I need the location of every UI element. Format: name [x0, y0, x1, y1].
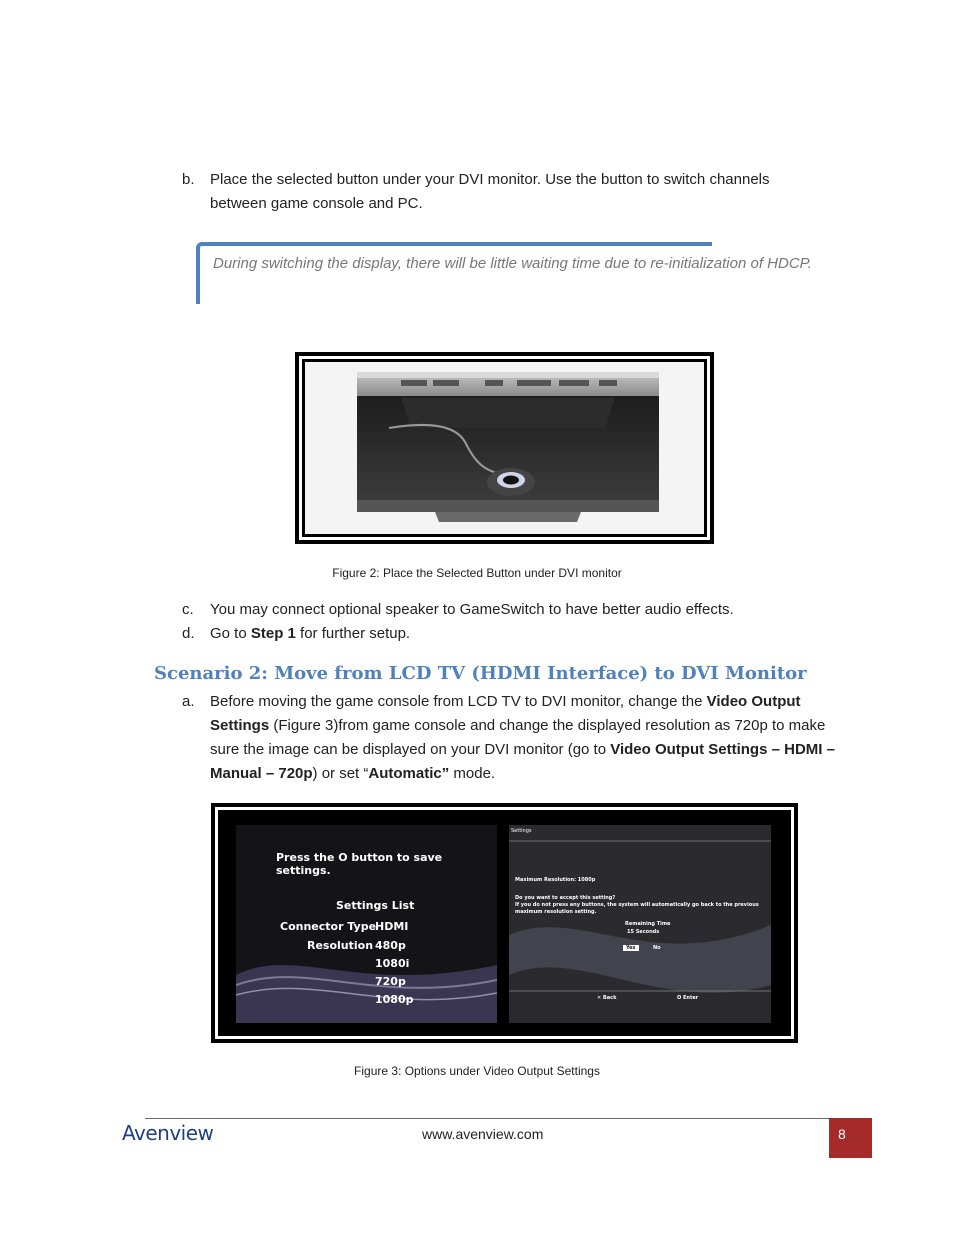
settings-title: Settings — [511, 828, 532, 834]
resolution-option: 1080i — [375, 957, 410, 970]
text-run: for further setup. — [295, 625, 411, 642]
text-run: Go to — [210, 625, 251, 642]
list-marker: a. — [182, 693, 195, 710]
figure-3-frame — [211, 803, 798, 1043]
step-1-reference: Step 1 — [250, 625, 296, 642]
list-text: You may connect optional speaker to GameSwitch to have better audio effects. — [210, 601, 734, 618]
ps3-screen-right — [509, 825, 771, 1023]
yes-option: Yes — [623, 945, 639, 951]
section-heading: Scenario 2: Move from LCD TV (HDMI Interface) to DVI Monitor — [154, 663, 807, 684]
figure-2-frame — [295, 352, 714, 544]
footer-divider — [145, 1118, 829, 1119]
figure-2-caption: Figure 2: Place the Selected Button under DVI monitor — [332, 566, 622, 580]
max-resolution-text: Maximum Resolution: 1080p — [515, 877, 596, 883]
settings-list-title: Settings List — [336, 899, 415, 912]
accept-question: Do you want to accept this setting? — [515, 895, 616, 901]
text-run: (Figure 3)from game console and change the displayed resolution as 720p to make sure the image can be displayed on your DVI monitor (go to — [210, 717, 826, 758]
text-run: mode. — [449, 765, 496, 782]
bold-run: Video Output Settings – HDMI – Manual – 720p — [210, 741, 835, 782]
list-marker: c. — [182, 601, 194, 618]
figure-2-photo — [305, 362, 704, 534]
resolution-label: Resolution — [307, 939, 374, 952]
list-text-line: Place the selected button under your DVI monitor. Use the button to switch channels — [210, 171, 770, 188]
resolution-option: 480p — [375, 939, 406, 952]
revert-warning: If you do not press any buttons, the system will automatically go back to the previous maximum resolution setting. — [515, 902, 759, 915]
bold-run: Automatic” — [368, 765, 450, 782]
remaining-time-label: Remaining Time — [625, 921, 671, 927]
back-hint: ✕ Back — [597, 995, 617, 1001]
figure-3-caption: Figure 3: Options under Video Output Settings — [354, 1064, 600, 1078]
list-text-line: between game console and PC. — [210, 195, 423, 212]
bold-run: Video Output Settings — [210, 693, 801, 734]
page-number: 8 — [829, 1118, 872, 1158]
connector-type-value: HDMI — [375, 920, 409, 933]
no-option: No — [653, 945, 661, 951]
text-run: ) or set “ — [312, 765, 369, 782]
note-text: During switching the display, there will be little waiting time due to re-initialization of HDCP. — [213, 255, 812, 272]
connector-type-label: Connector Type — [280, 920, 377, 933]
list-text — [210, 168, 850, 216]
remaining-time-value: 15 Seconds — [627, 929, 660, 935]
avenview-logo: Avenview — [122, 1121, 214, 1145]
resolution-option: 1080p — [375, 993, 414, 1006]
list-marker: d. — [182, 625, 195, 642]
enter-hint: O Enter — [677, 995, 699, 1001]
ps3-screen-left — [236, 825, 497, 1023]
save-prompt: Press the O button to save settings. — [276, 851, 443, 877]
text-run: Before moving the game console from LCD TV to DVI monitor, change the — [210, 693, 707, 710]
list-text — [210, 622, 850, 646]
list-text — [210, 690, 850, 786]
resolution-option: 720p — [375, 975, 406, 988]
footer-url: www.avenview.com — [422, 1126, 544, 1142]
list-marker: b. — [182, 171, 195, 188]
